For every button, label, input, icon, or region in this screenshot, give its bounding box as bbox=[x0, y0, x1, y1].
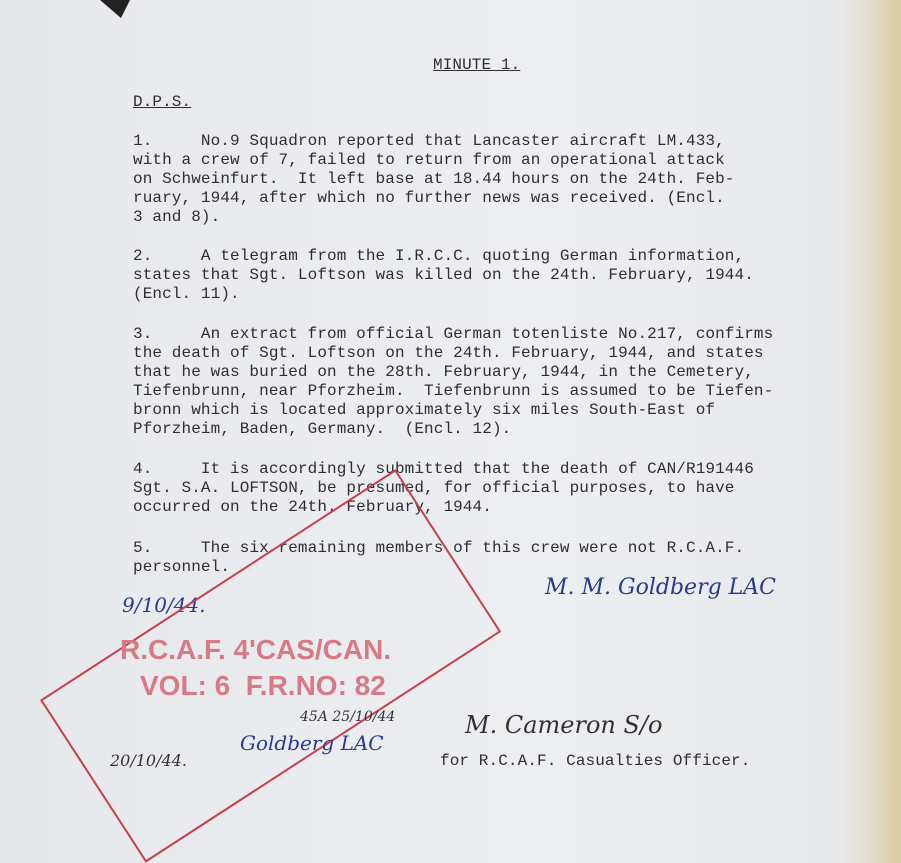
line: with a crew of 7, failed to return from an operational attack bbox=[133, 151, 725, 169]
paragraph-2 bbox=[133, 247, 754, 304]
line: ruary, 1944, after which no further news was received. (Encl. bbox=[133, 189, 725, 207]
signature-goldberg: M. M. Goldberg LAC bbox=[545, 575, 776, 600]
stamp-line-2: VOL: 6 F.R.NO: 82 bbox=[140, 670, 386, 701]
line: Pforzheim, Baden, Germany. (Encl. 12). bbox=[133, 420, 512, 438]
signature-block: for R.C.A.F. Casualties Officer. bbox=[440, 752, 751, 770]
line: 3. An extract from official German totenliste No.217, confirms bbox=[133, 325, 774, 343]
line: 2. A telegram from the I.R.C.C. quoting German information, bbox=[133, 247, 745, 265]
line: Tiefenbrunn, near Pforzheim. Tiefenbrunn is assumed to be Tiefen- bbox=[133, 382, 774, 400]
line: on Schweinfurt. It left base at 18.44 hours on the 24th. Feb- bbox=[133, 170, 735, 188]
document-title: MINUTE 1. bbox=[433, 56, 521, 74]
line: states that Sgt. Loftson was killed on the 24th. February, 1944. bbox=[133, 266, 754, 284]
signature-cameron: M. Cameron S/o bbox=[465, 711, 663, 739]
handwritten-initials: Goldberg LAC bbox=[240, 731, 384, 755]
line: 4. It is accordingly submitted that the death of CAN/R191446 bbox=[133, 460, 754, 478]
line: occurred on the 24th. February, 1944. bbox=[133, 498, 492, 516]
paragraph-1 bbox=[133, 132, 735, 227]
paragraph-3 bbox=[133, 325, 773, 439]
line: 1. No.9 Squadron reported that Lancaster aircraft LM.433, bbox=[133, 132, 725, 150]
addressee: D.P.S. bbox=[133, 93, 192, 111]
line: personnel. bbox=[133, 558, 231, 576]
line: 3 and 8). bbox=[133, 208, 221, 226]
line: 5. The six remaining members of this crew were not R.C.A.F. bbox=[133, 539, 745, 557]
handwritten-date-1: 9/10/44. bbox=[122, 593, 206, 617]
paragraph-4 bbox=[133, 460, 754, 517]
line: the death of Sgt. Loftson on the 24th. February, 1944, and states bbox=[133, 344, 764, 362]
torn-corner bbox=[100, 0, 130, 18]
line: that he was buried on the 28th. February, 1944, in the Cemetery, bbox=[133, 363, 754, 381]
line: (Encl. 11). bbox=[133, 285, 240, 303]
handwritten-stamp-notes: 45A 25/10/44 bbox=[300, 709, 396, 725]
stamp-line-1: R.C.A.F. 4'CAS/CAN. bbox=[120, 634, 392, 665]
line: Sgt. S.A. LOFTSON, be presumed, for official purposes, to have bbox=[133, 479, 735, 497]
line: bronn which is located approximately six miles South-East of bbox=[133, 401, 716, 419]
handwritten-date-2: 20/10/44. bbox=[110, 751, 187, 770]
